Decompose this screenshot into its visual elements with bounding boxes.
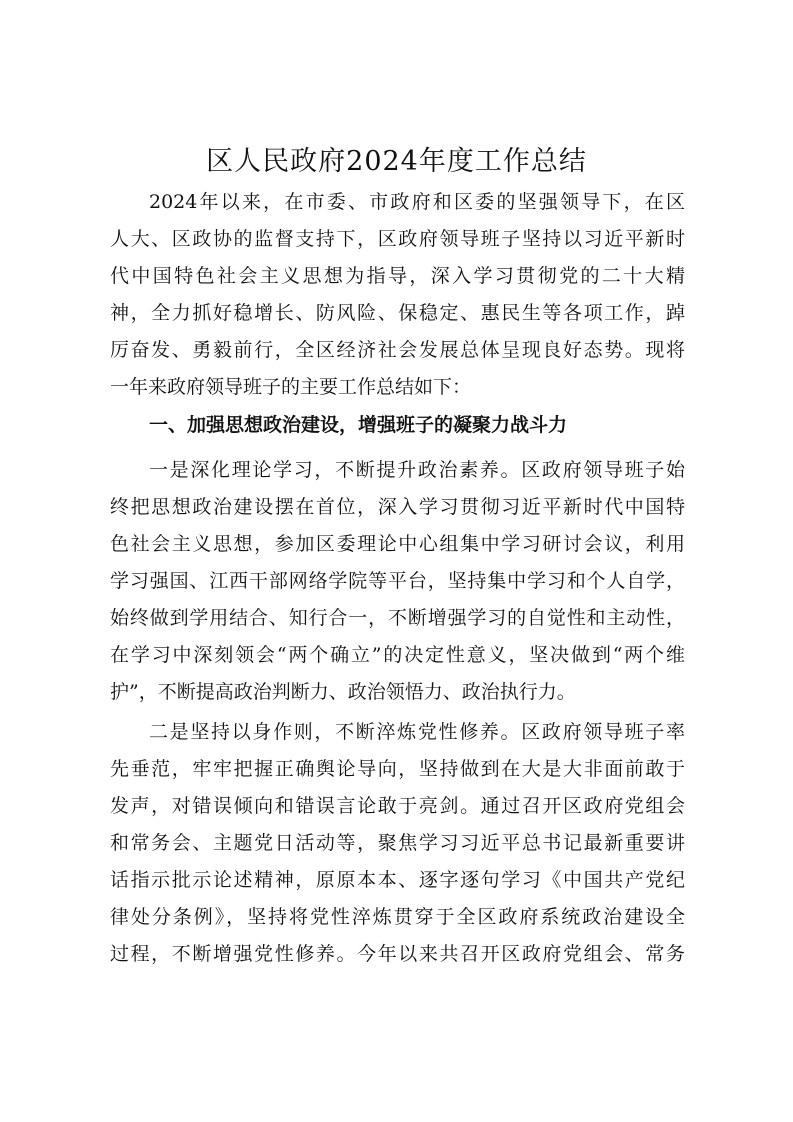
para2-line-3: 发声，对错误倾向和错误言论敢于亮剑。通过召开区政府党组会: [110, 795, 685, 817]
para2-line-1: 二是坚持以身作则，不断淬炼党性修养。区政府领导班子率: [149, 721, 685, 743]
para2-line-7: 过程，不断增强党性修养。今年以来共召开区政府党组会、常务: [110, 943, 685, 965]
para1-line-7: 护”，不断提高政治判断力、政治领悟力、政治执行力。: [110, 681, 576, 703]
document-title: 区人民政府2024年度工作总结: [206, 146, 587, 177]
para1-line-4: 学习强国、江西干部网络学院等平台，坚持集中学习和个人自学，: [110, 570, 685, 592]
para1-line-2: 终把思想政治建设摆在首位，深入学习贯彻习近平新时代中国特: [110, 496, 685, 518]
section-heading: 一、加强思想政治建设，增强班子的凝聚力战斗力: [149, 414, 568, 436]
intro-line-4: 神，全力抓好稳增长、防风险、保稳定、惠民生等各项工作，踔: [110, 302, 685, 324]
para2-line-5: 话指示批示论述精神，原原本本、逐字逐句学习《中国共产党纪: [110, 869, 685, 891]
intro-line-2: 人大、区政协的监督支持下，区政府领导班子坚持以习近平新时: [110, 228, 685, 250]
intro-line-3: 代中国特色社会主义思想为指导，深入学习贯彻党的二十大精: [110, 265, 685, 287]
intro-line-6: 一年来政府领导班子的主要工作总结如下：: [110, 376, 472, 398]
intro-line-1: 2024年以来，在市委、市政府和区委的坚强领导下，在区: [149, 191, 685, 213]
para2-line-2: 先垂范，牢牢把握正确舆论导向，坚持做到在大是大非面前敢于: [110, 758, 685, 780]
para2-line-4: 和常务会、主题党日活动等，聚焦学习习近平总书记最新重要讲: [110, 832, 685, 854]
para1-line-6: 在学习中深刻领会“两个确立”的决定性意义，坚决做到“两个维: [110, 644, 685, 666]
para2-line-6: 律处分条例》，坚持将党性淬炼贯穿于全区政府系统政治建设全: [110, 906, 685, 928]
para1-line-3: 色社会主义思想，参加区委理论中心组集中学习研讨会议，利用: [110, 533, 685, 555]
intro-line-5: 厉奋发、勇毅前行，全区经济社会发展总体呈现良好态势。现将: [110, 339, 685, 361]
para1-line-5: 始终做到学用结合、知行合一，不断增强学习的自觉性和主动性，: [110, 607, 685, 629]
para1-line-1: 一是深化理论学习，不断提升政治素养。区政府领导班子始: [149, 459, 685, 481]
